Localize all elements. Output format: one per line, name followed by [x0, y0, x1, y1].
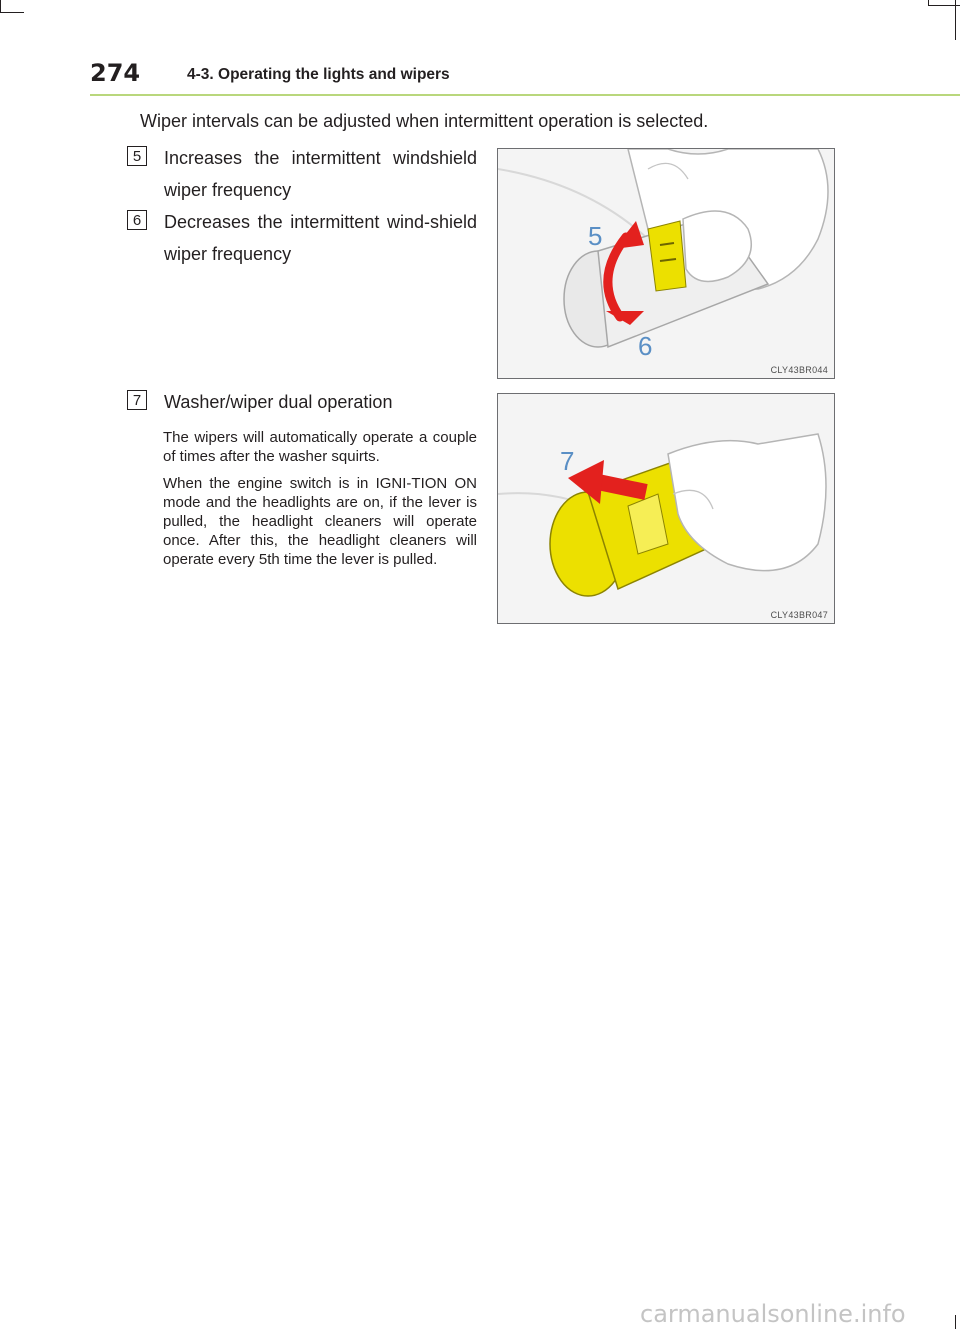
page-number: 274 — [90, 59, 141, 87]
footer-watermark: carmanualsonline.info — [640, 1300, 906, 1328]
note-washer: The wipers will automatically operate a couple of times after the washer squirts. — [163, 429, 477, 465]
figure-code: CLY43BR047 — [770, 610, 828, 620]
callout-7: 7 — [560, 446, 575, 476]
item-number-badge: 7 — [127, 390, 147, 410]
intro-text: Wiper intervals can be adjusted when intermittent operation is selected. — [140, 111, 709, 131]
callout-5: 5 — [588, 221, 603, 251]
list-item-6 — [127, 206, 477, 270]
page-header — [90, 58, 960, 92]
header-rule — [90, 94, 960, 96]
list-item-7 — [127, 386, 477, 418]
item-text: Decreases the intermittent wind-shield wiper frequency — [164, 212, 477, 264]
callout-6: 6 — [638, 331, 653, 361]
figure-code: CLY43BR044 — [770, 365, 828, 375]
note-headlight-cleaners: When the engine switch is in IGNI-TION ON mode and the headlights are on, if the lever is pulled, the headlight cleaners will operate once. After this, the headlight cleaners will operate every 5th time the lever is pulled. — [163, 475, 477, 568]
item-number-badge: 6 — [127, 210, 147, 230]
washer-lever-illustration — [498, 394, 834, 623]
item-number-badge: 5 — [127, 146, 147, 166]
list-item-5 — [127, 142, 477, 206]
item-text: Washer/wiper dual operation — [164, 392, 393, 412]
section-title: 4-3. Operating the lights and wipers — [187, 66, 450, 83]
figure-washer-operation — [497, 393, 835, 624]
crop-mark — [0, 0, 1, 12]
item-text: Increases the intermittent windshield wiper frequency — [164, 148, 477, 200]
crop-mark — [0, 12, 24, 13]
wiper-interval-illustration — [498, 149, 834, 378]
figure-wiper-interval — [497, 148, 835, 379]
crop-mark — [955, 1315, 956, 1329]
crop-mark — [955, 0, 956, 40]
